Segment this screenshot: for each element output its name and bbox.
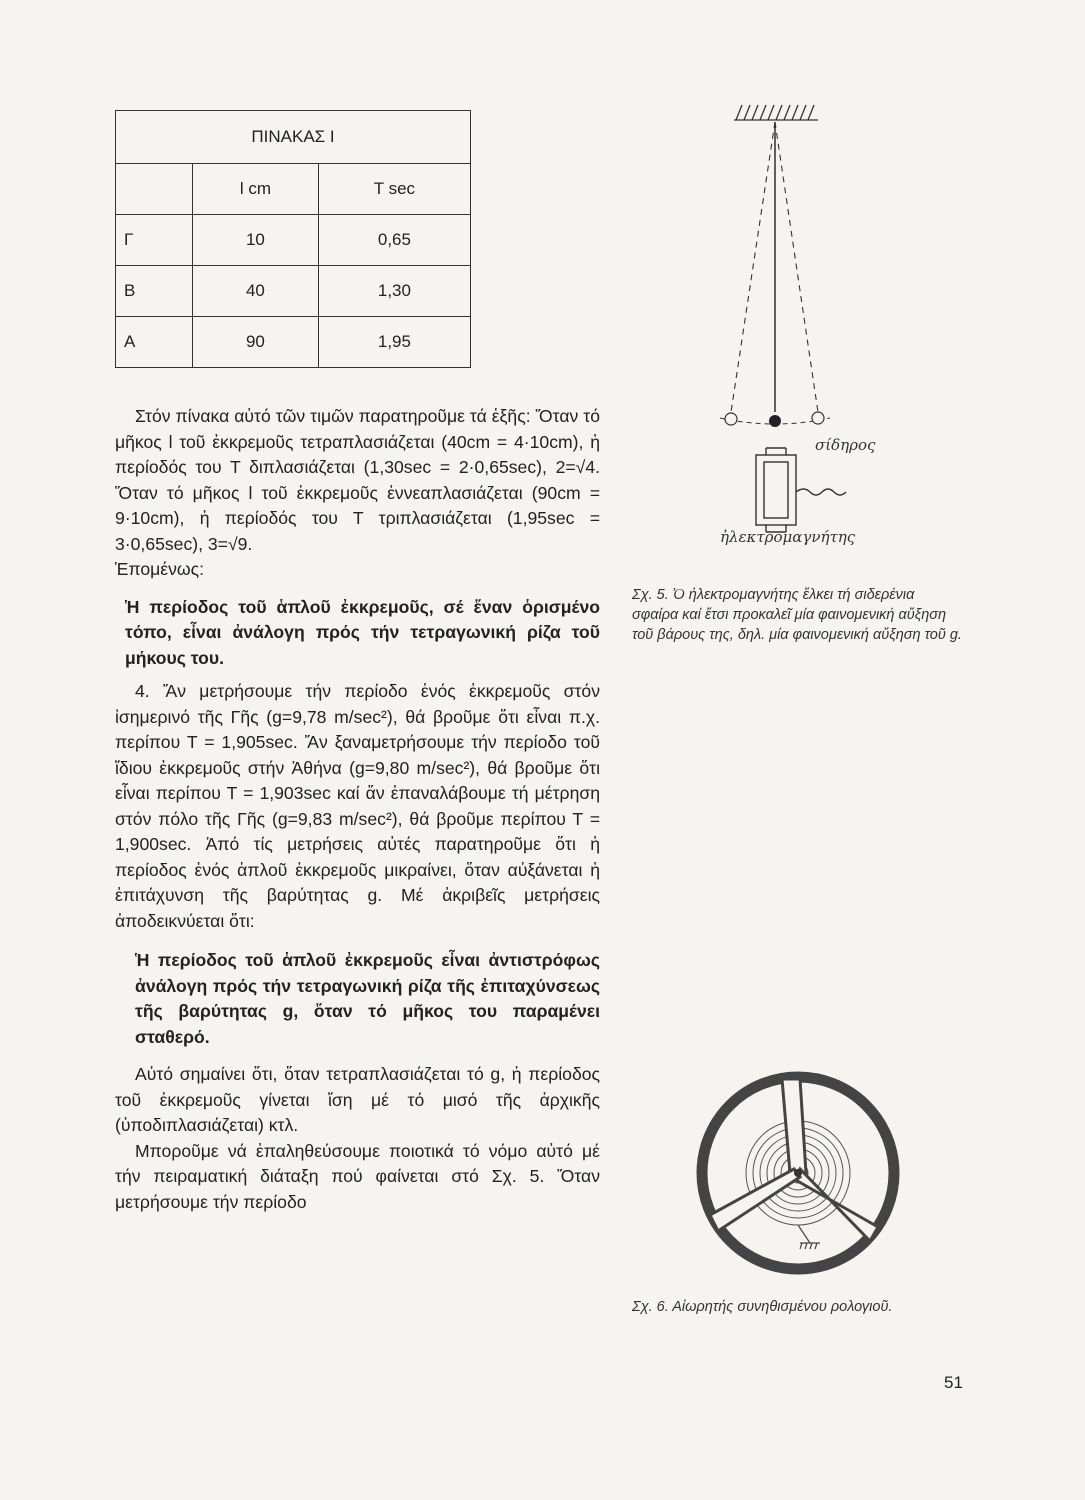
table-row (116, 266, 471, 317)
table-header-period: T sec (318, 164, 470, 215)
paragraph-quadruple-g: Αὐτό σημαίνει ὅτι, ὅταν τετραπλασιάζεται τό g, ἡ περίοδος τοῦ ἐκκρεμοῦς γίνεται ἴση μέ τό μισό τῆς ἀρχικῆς (ὑποδιπλασιάζεται) κτλ. (115, 1064, 600, 1135)
ceiling-hatch (734, 105, 818, 120)
label-electromagnet: ἠλεκτρομαγνήτης (720, 528, 856, 546)
electromagnet-icon (756, 448, 846, 532)
main-text-column (115, 404, 600, 1215)
table-header-length: l cm (193, 164, 319, 215)
row-label: Γ (116, 215, 193, 266)
pendulum-swing-right (775, 122, 818, 412)
row-period: 1,95 (318, 317, 470, 368)
paragraph-table-observation: Στόν πίνακα αὐτό τῶν τιμῶν παρατηροῦμε τά ἑξῆς: Ὅταν τό μῆκος l τοῦ ἐκκρεμοῦς τετραπλασιάζεται (40cm = 4·10cm), ἡ περίοδός του Τ διπλασιάζεται (1,30sec = 2·0,65sec), 2=√4. Ὅταν τό μῆκος l τοῦ ἐκκρεμοῦς ἐννεαπλασιάζεται (90cm = 9·10cm), ἡ περίοδός του Τ τριπλασιάζεται (1,95sec = 3·0,65sec), 3=√9. (115, 406, 600, 554)
caption-figure-5: Σχ. 5. Ὁ ἠλεκτρομαγνήτης ἕλκει τή σιδερένια σφαίρα καί ἔτσι προκαλεῖ μία φαινομενική αὔξηση τοῦ βάρους της, δηλ. μία φαινομενική αὔξηση τοῦ g. (632, 587, 962, 643)
table-pinakas-1 (115, 110, 471, 368)
page-number: 51 (944, 1373, 963, 1392)
row-period: 0,65 (318, 215, 470, 266)
iron-bob (769, 415, 781, 427)
table-row (116, 317, 471, 368)
row-length: 10 (193, 215, 319, 266)
paragraph-verify: Μποροῦμε νά ἐπαληθεύσουμε ποιοτικά τό νόμο αὐτό μέ τήν πειραματική διάταξη πού φαίνεται στό Σχ. 5. Ὅταν μετρήσουμε τήν περίοδο (115, 1140, 600, 1212)
wheel-hub (794, 1169, 802, 1177)
bob-right-position (812, 412, 824, 424)
table-header-label (116, 164, 193, 215)
paragraph-therefore: Ἑπομένως: (115, 559, 205, 579)
table-row (116, 215, 471, 266)
row-length: 40 (193, 266, 319, 317)
row-label: Β (116, 266, 193, 317)
table-title: ΠΙΝΑΚΑΣ Ι (116, 111, 471, 164)
rule-length-law: Ἡ περίοδος τοῦ ἁπλοῦ ἐκκρεμοῦς, σέ ἕναν ὁρισμένο τόπο, εἶναι ἀνάλογη πρός τήν τετραγωνική ρίζα τοῦ μήκους του. (125, 596, 600, 668)
row-label: Α (116, 317, 193, 368)
spring-stud (798, 1225, 820, 1249)
row-period: 1,30 (318, 266, 470, 317)
pendulum-swing-left (731, 122, 775, 412)
caption-figure-6: Σχ. 6. Αἰωρητής συνηθισμένου ρολογιοῦ. (632, 1299, 893, 1315)
paragraph-gravity-measurements: 4. Ἄν μετρήσουμε τήν περίοδο ἑνός ἐκκρεμοῦς στόν ἰσημερινό τῆς Γῆς (g=9,78 m/sec²), θά βροῦμε ὅτι εἶναι π.χ. περίπου Τ = 1,905sec. Ἄν ξαναμετρήσουμε τήν περίοδο τοῦ ἴδιου ἐκκρεμοῦς στήν Ἀθήνα (g=9,80 m/sec²), θά βροῦμε ὅτι εἶναι περίπου Τ = 1,903sec καί ἄν ἐπαναλάβουμε τή μέτρηση στόν πόλο τῆς Γῆς (g=9,83 m/sec²), θά βροῦμε περίπου Τ = 1,900sec. Ἀπό τίς μετρήσεις αὐτές παρατηροῦμε ὅτι ἡ περίοδος ἑνός ἁπλοῦ ἐκκρεμοῦς μικραίνει, ὅταν αὐξάνεται ἡ ἐπιτάχυνση τῆς βαρύτητας g. Μέ ἀκριβεῖς μετρήσεις ἀποδεικνύεται ὅτι: (115, 681, 600, 931)
row-length: 90 (193, 317, 319, 368)
figure-6-balance-wheel (690, 1065, 910, 1285)
bob-left-position (725, 413, 737, 425)
rule-gravity-law: Ἡ περίοδος τοῦ ἁπλοῦ ἐκκρεμοῦς εἶναι ἀντιστρόφως ἀνάλογη πρός τήν τετραγωνική ρίζα τῆς ἐπιταχύνσεως τῆς βαρύτητας g, ὅταν τό μῆκος του παραμένει σταθερό. (135, 950, 600, 1047)
label-iron: σίδηρος (815, 436, 876, 454)
figure-5-pendulum (700, 100, 900, 540)
